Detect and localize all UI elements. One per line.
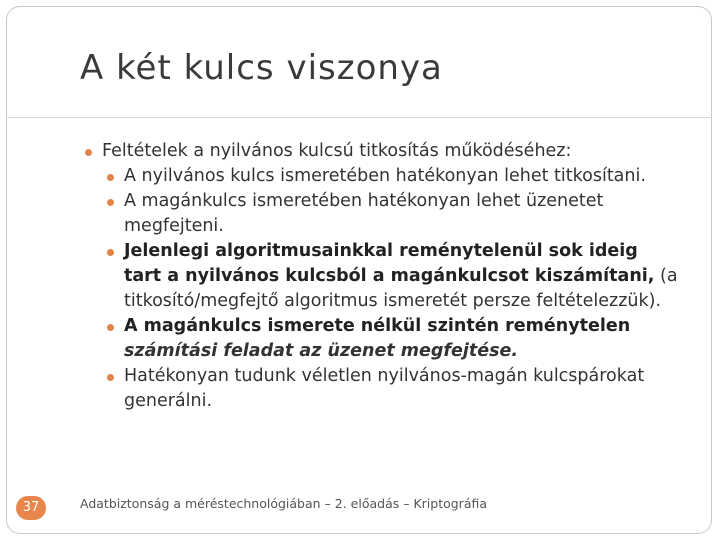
bullet-dot-icon <box>107 374 114 381</box>
bullet-level2 <box>80 314 680 364</box>
bullet-text: A magánkulcs ismeretében hatékonyan lehet üzenetet megfejteni. <box>124 191 604 236</box>
bullet-level2 <box>80 364 680 414</box>
slide-title: A két kulcs viszonya <box>80 48 443 88</box>
bullet-level1 <box>80 139 680 164</box>
bullet-text: (a titkosító/megfejtő algoritmus ismeretét persze feltételezzük). <box>124 266 678 311</box>
bullet-dot-icon <box>107 249 114 256</box>
bullet-text: A nyilvános kulcs ismeretében hatékonyan lehet titkosítani. <box>124 166 646 186</box>
footer-text: Adatbiztonság a méréstechnológiában – 2. előadás – Kriptográfia <box>80 496 488 511</box>
title-divider <box>6 117 712 118</box>
bullet-dot-icon <box>85 149 92 156</box>
bullet-dot-icon <box>107 174 114 181</box>
bullet-dot-icon <box>107 199 114 206</box>
bullet-text-bold-italic: számítási feladat az üzenet megfejtése. <box>124 341 519 361</box>
bullet-text-bold: Jelenlegi algoritmusainkkal reménytelenül sok ideig tart a nyilvános kulcsból a magánkulcsot kiszámítani, <box>124 241 655 286</box>
bullet-text: Feltételek a nyilvános kulcsú titkosítás működéséhez: <box>102 141 572 161</box>
slide-number-badge: 37 <box>16 496 46 520</box>
bullet-text: Hatékonyan tudunk véletlen nyilvános-magán kulcspárokat generálni. <box>124 366 645 411</box>
bullet-text-bold: A magánkulcs ismerete nélkül szintén reménytelen <box>124 316 631 336</box>
slide-content <box>80 139 680 414</box>
bullet-level2 <box>80 189 680 239</box>
bullet-level2 <box>80 239 680 314</box>
bullet-level2 <box>80 164 680 189</box>
bullet-dot-icon <box>107 324 114 331</box>
